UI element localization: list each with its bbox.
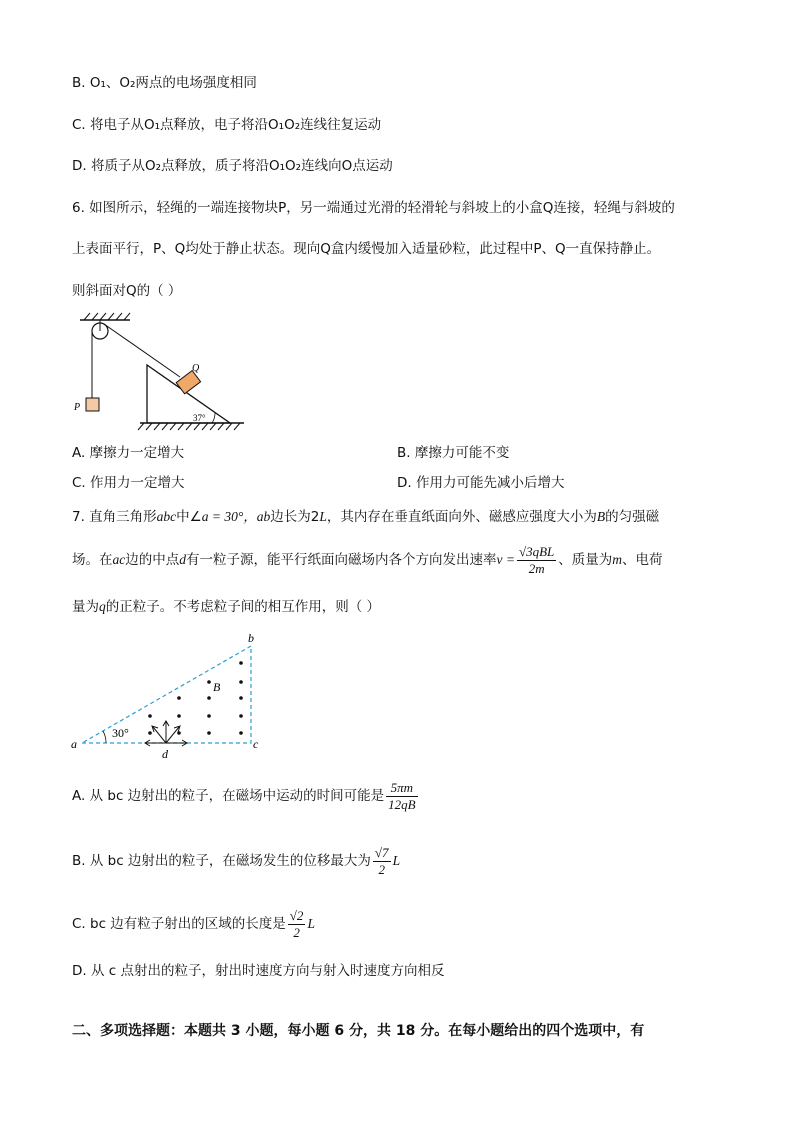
label-b: b [248, 631, 254, 645]
q7-figure-triangle [66, 630, 276, 765]
q6-figure-incline [72, 310, 252, 435]
q7-stem-line2: 场。在ac边的中点d有一粒子源，能平行纸面向磁场内各个方向发出速率v = $\frac{\text{√3qBL}}{2m}$ 、质量为m、电荷 [72, 543, 663, 576]
speed-fraction: $\frac{\text{√3qBL}}{2m}$ [518, 543, 555, 576]
label-angle-30: 30° [112, 726, 129, 740]
q6-stem-line1: 6. 如图所示，轻绳的一端连接物块P，另一端通过光滑的轻滑轮与斜坡上的小盒Q连接，轻绳与斜坡的 [72, 200, 675, 216]
box-q [176, 371, 200, 394]
q5-option-c: C. 将电子从O₁点释放，电子将沿O₁O₂连线往复运动 [72, 117, 382, 133]
label-B: B [213, 680, 221, 694]
label-p: P [74, 402, 81, 413]
q6-option-b: B. 摩擦力可能不变 [397, 445, 510, 461]
q6-option-c: C. 作用力一定增大 [72, 475, 185, 491]
field-dots [148, 661, 243, 735]
q7-option-c: C. bc 边有粒子射出的区域的长度是 $\frac{√2}{2}$ L [72, 907, 315, 940]
block-p [86, 398, 99, 411]
q5-option-b: B. O₁、O₂两点的电场强度相同 [72, 75, 257, 91]
label-a: a [71, 737, 77, 751]
label-c: c [253, 737, 259, 751]
q6-option-a: A. 摩擦力一定增大 [72, 445, 185, 461]
section-2-heading: 二、多项选择题：本题共 3 小题，每小题 6 分，共 18 分。在每小题给出的四个选项中，有 [72, 1023, 645, 1039]
q5-option-d: D. 将质子从O₂点释放，质子将沿O₁O₂连线向O点运动 [72, 158, 393, 174]
q7-option-b: B. 从 bc 边射出的粒子，在磁场发生的位移最大为 $\frac{√7}{2}$ L [72, 844, 401, 877]
label-d: d [162, 747, 168, 761]
label-q: Q [192, 363, 200, 374]
label-angle-37: 37° [193, 413, 206, 423]
q6-stem-line2: 上表面平行，P、Q均处于静止状态。现向Q盒内缓慢加入适量砂粒，此过程中P、Q一直保持静止。 [72, 241, 661, 257]
q7-option-a: A. 从 bc 边射出的粒子，在磁场中运动的时间可能是 $\frac{5\pi m}{12qB}$ [72, 779, 416, 812]
q7-stem-line1: 7. 直角三角形abc中∠a = 30°，ab边长为2L，其内存在垂直纸面向外、磁感应强度大小为B的匀强磁 [72, 509, 660, 525]
q7-option-d: D. 从 c 点射出的粒子，射出时速度方向与射入时速度方向相反 [72, 963, 445, 979]
q6-option-d: D. 作用力可能先减小后增大 [397, 475, 565, 491]
q7-stem-line3: 量为q的正粒子。不考虑粒子间的相互作用，则（ ） [72, 599, 381, 615]
q6-stem-line3: 则斜面对Q的（ ） [72, 283, 182, 299]
